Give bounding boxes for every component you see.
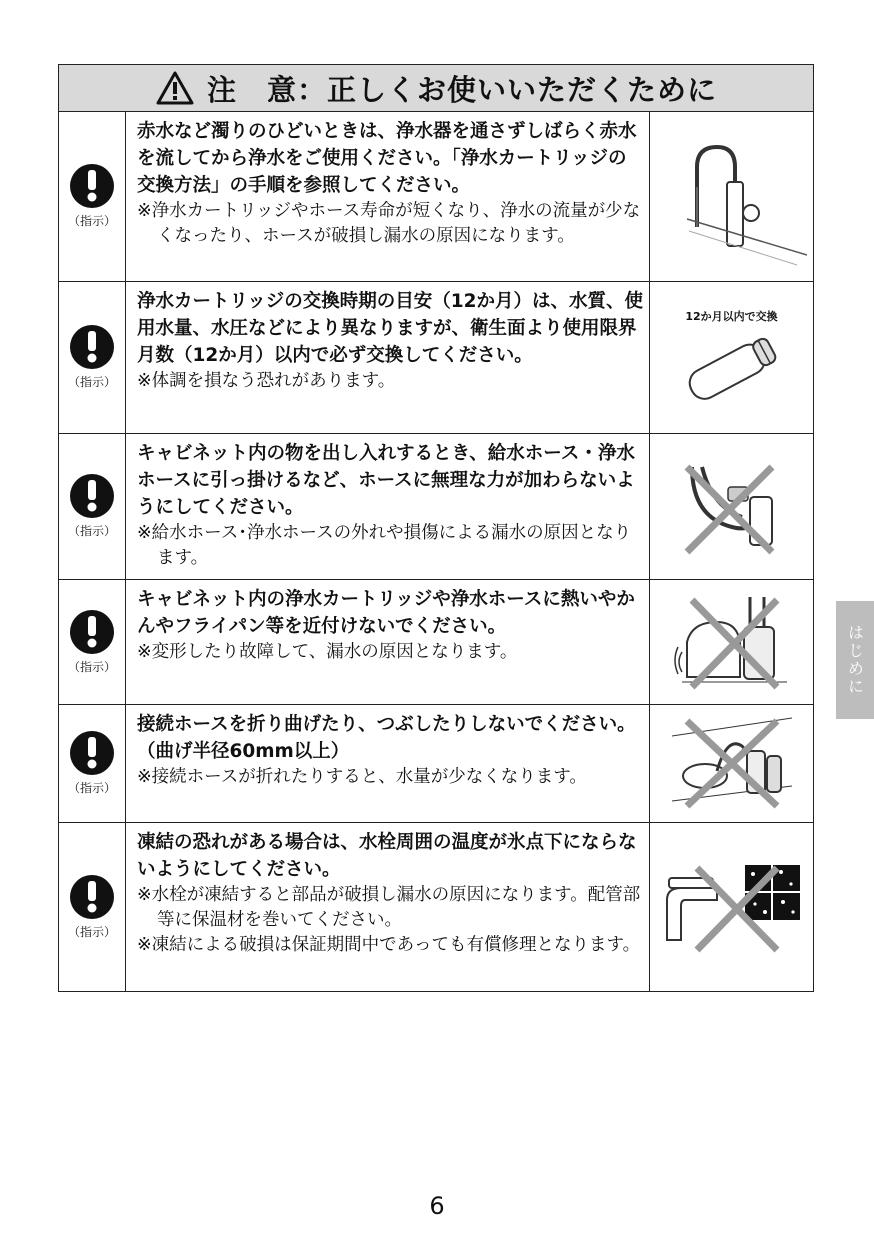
main-text: 凍結の恐れがある場合は、水栓周囲の温度が氷点下にならないようにしてください。 xyxy=(137,832,637,880)
instruction-label: （指示） xyxy=(67,924,116,939)
exclamation-icon xyxy=(70,325,114,369)
caution-row xyxy=(59,112,813,282)
warning-icon xyxy=(155,70,195,106)
caution-row xyxy=(59,580,813,705)
text-cell xyxy=(126,282,650,433)
illustration-cell xyxy=(650,823,813,991)
main-text: 赤水など濁りのひどいときは、浄水器を通さずしばらく赤水を流してから浄水をご使用ください。「浄水カートリッジの交換方法」の手順を参照してください。 xyxy=(137,121,637,196)
illustration-cell xyxy=(650,282,813,433)
illustration-cell xyxy=(650,580,813,704)
main-text: 接続ホースを折り曲げたり、つぶしたりしないでください。（曲げ半径60mm以上） xyxy=(137,714,636,762)
instruction-label: （指示） xyxy=(67,524,116,538)
exclamation-icon xyxy=(70,610,114,654)
note-text: ※体調を損なう恐れがあります。 xyxy=(137,371,396,391)
text-cell xyxy=(126,112,650,281)
note-text: ※水栓が凍結すると部品が破損し漏水の原因になります。配管部等に保温材を巻いてください。 xyxy=(137,885,641,930)
illustration-caption: 12か月以内で交換 xyxy=(685,309,778,323)
frozen-faucet-illustration xyxy=(657,860,807,955)
exclamation-icon xyxy=(70,474,114,518)
note-text: ※浄水カートリッジやホース寿命が短くなり、浄水の流量が少なくなったり、ホースが破損し漏水の原因になります。 xyxy=(137,201,641,246)
note-text: ※変形したり故障して、漏水の原因となります。 xyxy=(137,642,518,662)
illustration-cell xyxy=(650,434,813,579)
table-header xyxy=(59,65,813,112)
illustration-cell xyxy=(650,112,813,281)
bent-hose-illustration xyxy=(667,716,797,811)
caution-row xyxy=(59,705,813,823)
instruction-cell xyxy=(59,705,126,822)
instruction-label: （指示） xyxy=(67,659,116,674)
text-cell xyxy=(126,705,650,822)
caution-row xyxy=(59,823,813,991)
illustration-cell xyxy=(650,705,813,822)
page-number: 6 xyxy=(429,1192,445,1220)
instruction-cell xyxy=(59,580,126,704)
main-text: 浄水カートリッジの交換時期の目安（12か月）は、水質、使用水量、水圧などにより異なりますが、衛生面より使用限界月数（12か月）以内で必ず交換してください。 xyxy=(137,291,644,366)
text-cell xyxy=(126,823,650,991)
instruction-label: （指示） xyxy=(67,781,116,795)
exclamation-icon xyxy=(70,164,114,208)
note-text: ※給水ホース･浄水ホースの外れや損傷による漏水の原因となります。 xyxy=(137,523,632,568)
faucet-illustration xyxy=(657,127,807,267)
instruction-cell xyxy=(59,112,126,281)
caution-row xyxy=(59,434,813,580)
hot-kettle-illustration xyxy=(672,592,792,692)
section-tab-label: はじめに xyxy=(845,624,865,696)
instruction-cell xyxy=(59,823,126,991)
text-cell xyxy=(126,580,650,704)
caution-row xyxy=(59,282,813,434)
caution-table xyxy=(58,64,814,992)
main-text: キャビネット内の物を出し入れするとき、給水ホース・浄水ホースに引っ掛けるなど、ホースに無理な力が加わらないようにしてください。 xyxy=(137,443,635,518)
instruction-label: （指示） xyxy=(67,375,116,389)
header-title: 注 意：正しくお使いいただくために xyxy=(206,72,717,107)
instruction-cell xyxy=(59,434,126,579)
text-cell xyxy=(126,434,650,579)
note-text: ※凍結による破損は保証期間中であっても有償修理となります。 xyxy=(137,935,641,955)
section-tab xyxy=(836,601,874,719)
cartridge-illustration xyxy=(672,328,792,408)
hose-pulling-illustration xyxy=(672,457,792,557)
exclamation-icon xyxy=(70,875,114,919)
exclamation-icon xyxy=(70,731,114,775)
instruction-label: （指示） xyxy=(67,214,116,228)
main-text: キャビネット内の浄水カートリッジや浄水ホースに熱いやかんやフライパン等を近付けないでください。 xyxy=(137,589,635,637)
note-text: ※接続ホースが折れたりすると、水量が少なくなります。 xyxy=(137,767,587,787)
instruction-cell xyxy=(59,282,126,433)
